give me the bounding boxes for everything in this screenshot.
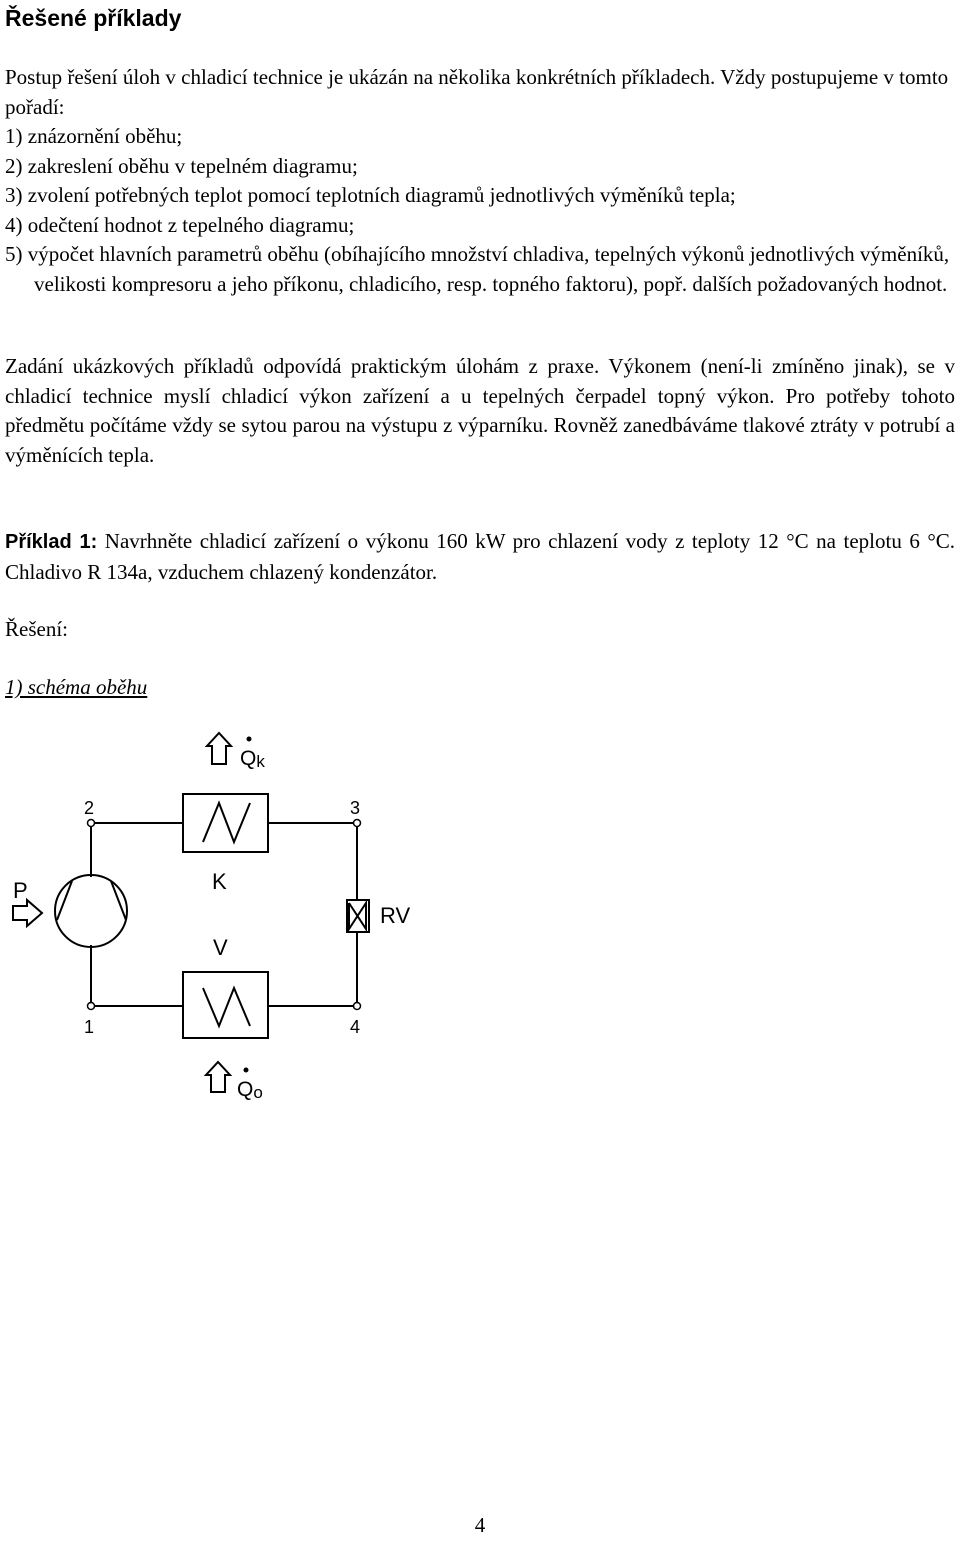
- solution-label: Řešení:: [5, 617, 68, 641]
- state-point-1-label: 1: [84, 1017, 95, 1037]
- section-title-text: 1) schéma oběhu: [5, 675, 148, 699]
- procedure-step-3: 3) zvolení potřebných teplot pomocí teplotních diagramů jednotlivých výměníků tepla;: [5, 183, 736, 207]
- state-point-3-marker: [354, 820, 361, 827]
- evaporator-label: V: [213, 935, 228, 960]
- state-point-4-marker: [354, 1003, 361, 1010]
- intro-section: [5, 63, 955, 299]
- procedure-step-2: 2) zakreslení oběhu v tepelném diagramu;: [5, 153, 358, 178]
- refrigeration-cycle-diagram: [0, 700, 520, 1120]
- qk-dot: [247, 737, 252, 742]
- condenser-coil: [203, 803, 250, 842]
- compressor-circle: [55, 875, 127, 947]
- state-point-1-marker: [88, 1003, 95, 1010]
- state-point-3-label: 3: [350, 798, 361, 818]
- section-title: [5, 673, 955, 703]
- qk-label: [240, 747, 265, 771]
- state-point-2-label: 2: [84, 798, 95, 818]
- example-1: [5, 527, 955, 587]
- qk-subscript: k: [256, 752, 265, 771]
- qo-arrow-icon: [206, 1062, 230, 1092]
- page-heading: Řešené příklady: [5, 5, 182, 31]
- procedure-step-4: 4) odečtení hodnot z tepelného diagramu;: [5, 212, 355, 237]
- condenser-label: K: [212, 869, 227, 894]
- example-label: Příklad 1:: [5, 531, 98, 553]
- procedure-step-1: 1) znázornění oběhu;: [5, 124, 183, 148]
- example-text: Navrhněte chladicí zařízení o výkonu 160 kW pro chlazení vody z teploty 12 °C na teplotu 6 °C. Chladivo R 134a, vzduchem chlazený kondenzátor.: [5, 529, 955, 584]
- assignment-paragraph: Zadání ukázkových příkladů odpovídá praktickým úlohám z praxe. Výkonem (není-li zmíněno jinak), se v chladicí technice myslí chladicí výkon zařízení a u tepelných čerpadel topný výkon. Pro potřeby tohoto předmětu počítáme vždy se sytou parou na výstupu z výparníku. Rovněž zanedbáváme tlakové ztráty v potrubí a výměnících tepla.: [5, 354, 955, 467]
- procedure-step-5: 5) výpočet hlavních parametrů oběhu (obíhajícího množství chladiva, tepelných výkonů jednotlivých výměníků, velikosti kompresoru a jeho příkonu, chladicího, resp. topného faktoru), popř. dalších požadovaných hodnot.: [5, 242, 950, 296]
- qo-subscript: o: [253, 1083, 263, 1102]
- qo-dot: [244, 1068, 249, 1073]
- expansion-valve-symbol: [349, 903, 366, 929]
- power-arrow-icon: [13, 900, 42, 926]
- qk-symbol: Q: [240, 747, 257, 770]
- qo-label: [237, 1078, 263, 1102]
- intro-lead: Postup řešení úloh v chladicí technice je ukázán na několika konkrétních příkladech. Vždy postupujeme v tomto pořadí:: [5, 65, 949, 119]
- state-point-4-label: 4: [350, 1017, 361, 1037]
- evaporator-box: [183, 972, 268, 1038]
- expansion-valve-label: RV: [380, 903, 411, 928]
- condenser-box: [183, 794, 268, 852]
- procedure-steps: [5, 122, 955, 299]
- qk-arrow-icon: [207, 733, 231, 764]
- qo-symbol: Q: [237, 1078, 254, 1101]
- state-point-2-marker: [88, 820, 95, 827]
- evaporator-coil: [203, 988, 250, 1026]
- page-number: 4: [474, 1513, 486, 1537]
- power-label: P: [13, 878, 28, 903]
